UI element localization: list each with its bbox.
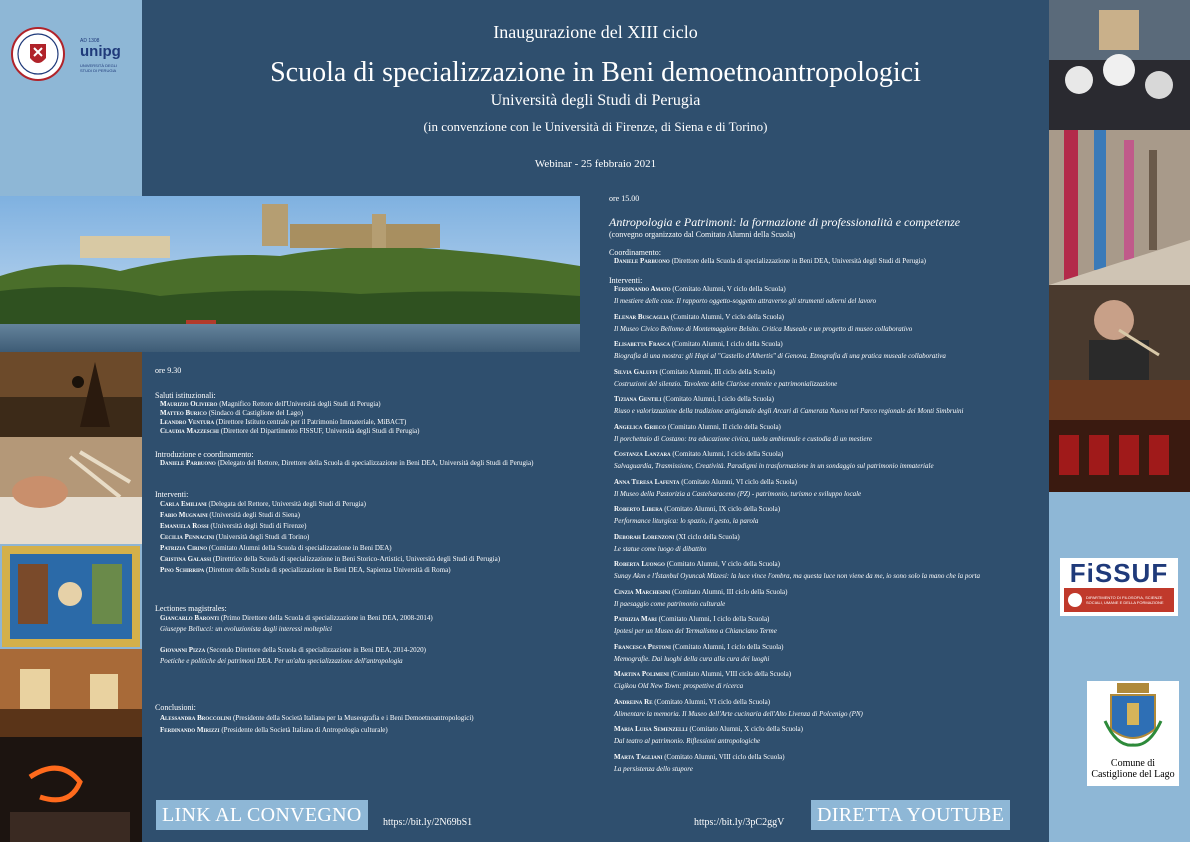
talk-title: Le statue come luogo di dibattito (614, 544, 707, 553)
speaker-role: (Comitato Alumni, IX ciclo della Scuola) (664, 505, 781, 513)
procession-photo (1049, 0, 1190, 130)
speaker-name: Ferdinando Amato (614, 285, 671, 293)
talk-title: Costruzioni del silenzio. Tavolette delle Clarisse eremite e patrimonializzazione (614, 379, 838, 388)
speaker-name: Andreina Re (614, 697, 653, 706)
speaker-name: Claudia Mazzeschi (160, 427, 219, 435)
speaker-name: Roberta Luongo (614, 560, 665, 568)
talk-title: Performance liturgica: lo spazio, il gesto, la parola (614, 517, 759, 525)
speaker-role: (Università degli Studi di Firenze) (210, 522, 307, 530)
interventi-item (160, 499, 595, 510)
lectio-title: Giuseppe Bellucci: un evoluzionista dagli interessi molteplici (160, 625, 332, 633)
fissuf-wordmark: FiSSUF (1069, 558, 1169, 588)
talk-item (614, 285, 1045, 313)
intro-item (160, 459, 595, 468)
conclusioni-list (160, 712, 595, 736)
interventi-item (160, 543, 595, 554)
speaker-role: (Presidente della Società Italiana di Antropologia culturale) (221, 726, 388, 734)
speaker-role: (Università degli Studi di Torino) (215, 533, 310, 541)
talk-title: Il porchettaio di Costano: tra educazione civica, tutela ambientale e custodia di un mestiere (614, 434, 873, 443)
speaker-role: (Comitato Alumni, I ciclo della Scuola) (663, 395, 774, 403)
talk-item (614, 423, 1045, 451)
comune-logo (1087, 681, 1179, 786)
afternoon-interventi-heading: Interventi: (609, 276, 643, 285)
interventi-item (160, 532, 595, 543)
speaker-name: Carla Emiliani (160, 500, 207, 508)
unipg-year: AD 1308 (80, 38, 100, 44)
speaker-role: (Delegata del Rettore, Università degli Studi di Perugia) (208, 500, 366, 508)
blacksmith-photo (0, 737, 142, 842)
speaker-name: Marta Tagliani (614, 752, 663, 761)
link-convegno-button[interactable]: LINK AL CONVEGNO (156, 800, 368, 830)
lectiones-list (160, 613, 595, 667)
speaker-name: Elenar Buscaglia (614, 312, 669, 321)
speaker-role: (Primo Direttore della Scuola di specializzazione in Beni DEA, 2008-2014) (220, 614, 433, 622)
speaker-name: Matteo Burico (160, 409, 207, 417)
morning-session (155, 366, 595, 736)
speaker-role: (Comitato Alumni, I ciclo della Scuola) (672, 642, 784, 651)
talk-item (614, 533, 1045, 561)
speaker-name: Maurizio Oliviero (160, 400, 218, 408)
speaker-name: Martina Polimeni (614, 670, 669, 678)
speaker-role: (Comitato Alumni, I ciclo della Scuola) (658, 615, 770, 623)
speaker-name: Angelica Grieco (614, 422, 666, 431)
speaker-name: Pino Schirripa (160, 566, 205, 574)
convention-note: (in convenzione con le Università di Firenze, di Siena e di Torino) (423, 119, 768, 134)
fissuf-subtitle: DIPARTIMENTO DI FILOSOFIA, SCIENZE SOCIALI, UMANE E DELLA FORMAZIONE (1086, 595, 1164, 605)
unipg-wordmark (80, 38, 140, 73)
interventi-item (160, 554, 595, 565)
speaker-role: (Direttore della Scuola di specializzazione in Beni DEA, Università degli Studi di Perugia) (671, 257, 927, 265)
speaker-role: (Comitato Alumni, VIII ciclo della Scuola) (664, 752, 785, 761)
speaker-name: Leandro Ventura (160, 418, 215, 426)
museum-room-photo (0, 649, 142, 737)
intro-heading: Introduzione e coordinamento: (155, 450, 254, 459)
speaker-role: (Comitato Alumni, V ciclo della Scuola) (670, 312, 785, 321)
talk-item (614, 670, 1045, 698)
afternoon-session (609, 194, 1045, 780)
talk-item (614, 478, 1045, 506)
comune-line-1: Comune di (1110, 758, 1156, 769)
interventi-item (160, 510, 595, 521)
speaker-name: Francesca Pestoni (614, 642, 671, 651)
speaker-name: Fabio Mugnaini (160, 511, 208, 519)
conclusioni-item (160, 724, 595, 736)
conclusioni-heading: Conclusioni: (155, 703, 196, 712)
speaker-name: Silvia Galuffi (614, 367, 658, 376)
speaker-role: (Direttore Istituto centrale per il Patrimonio Immateriale, MiBACT) (215, 418, 407, 426)
lectiones-heading: Lectiones magistrales: (155, 604, 227, 613)
speaker-role: (Comitato Alumni della Scuola di specializzazione in Beni DEA) (208, 544, 392, 552)
speaker-name: Maria Luisa Semenzelli (614, 725, 688, 733)
intro-list (160, 459, 595, 468)
saluti-list (160, 400, 595, 436)
speaker-name: Roberto Libera (614, 505, 663, 513)
lectio-item (160, 613, 595, 635)
diretta-youtube-button[interactable]: DIRETTA YOUTUBE (811, 800, 1010, 830)
fissuf-seal-icon (1068, 593, 1082, 607)
talk-item (614, 615, 1045, 643)
speaker-role: (Presidente della Società Italiana per la Museografia e i Beni Demoetnoantropologici) (232, 714, 474, 722)
speaker-role: (Comitato Alumni, III ciclo della Scuola) (671, 587, 788, 596)
afternoon-talk-list (614, 285, 1045, 780)
mosaic-tile-photo (0, 544, 142, 649)
speaker-role: (Comitato Alumni, VIII ciclo della Scuola) (670, 670, 792, 678)
theatre-seats-photo (1049, 380, 1190, 492)
speaker-name: Giancarlo Baronti (160, 614, 220, 622)
speaker-name: Alessandra Broccolini (160, 714, 232, 722)
fissuf-banner (1064, 588, 1174, 612)
talk-title: Ipotesi per un Museo del Termalismo a Chianciano Terme (614, 627, 777, 635)
speaker-role: (Direttore della Scuola di specializzazione in Beni DEA, Sapienza Università di Roma) (206, 566, 451, 574)
lectio-title: Poetiche e politiche dei patrimoni DEA. Per un'alta specializzazione dell'antropologia (160, 657, 403, 665)
comune-crest-icon (1087, 681, 1179, 753)
talk-item (614, 725, 1045, 753)
fissuf-logo (1060, 558, 1178, 616)
interventi-heading: Interventi: (155, 490, 189, 499)
talk-title: Sunay Akın e l'İstanbul Oyuncak Müzesi: la luce vince l'ombra, ma questa luce non viene da me, io sono solo la mano che la porta (614, 572, 981, 580)
speaker-role: (Comitato Alumni, I ciclo della Scuola) (672, 450, 784, 458)
speaker-role: (Magnifico Rettore dell'Università degli Studi di Perugia) (219, 400, 381, 408)
speaker-name: Daniele Parbuono (160, 459, 216, 467)
speaker-role: (Comitato Alumni, III ciclo della Scuola) (659, 367, 775, 376)
speaker-name: Anna Teresa Lafenta (614, 477, 680, 486)
speaker-name: Tiziana Gentili (614, 395, 662, 403)
speaker-name: Ferdinando Mirizzi (160, 726, 220, 734)
talk-item (614, 450, 1045, 478)
unipg-seal-logo (10, 26, 66, 82)
talk-title: La persistenza dello stupore (614, 764, 693, 773)
youtube-url[interactable]: https://bit.ly/3pC2ggV (694, 817, 785, 828)
coord-heading: Coordinamento: (609, 248, 661, 257)
speaker-name: Cinzia Marchesini (614, 587, 671, 596)
speaker-role: (Direttrice della Scuola di specializzazione in Beni Storico-Artistici, Università degli Studi di Perugia) (212, 555, 501, 563)
event-kicker: Inaugurazione del XIII ciclo (493, 22, 698, 42)
talk-item (614, 313, 1045, 341)
speaker-role: (Università degli Studi di Siena) (209, 511, 300, 519)
speaker-role: (Comitato Alumni, I ciclo della Scuola) (671, 340, 783, 348)
convegno-url[interactable]: https://bit.ly/2N69bS1 (383, 817, 473, 828)
speaker-name: Deborah Lorenzoni (614, 532, 675, 541)
talk-title: Memografie. Dai luoghi della cura alla cura dei luoghi (614, 654, 770, 663)
talk-item (614, 698, 1045, 726)
afternoon-subtitle: (convegno organizzato dal Comitato Alumni della Scuola) (609, 230, 796, 239)
speaker-name: Costanza Lanzara (614, 450, 671, 458)
speaker-role: (Delegato del Rettore, Direttore della Scuola di specializzazione in Beni DEA, Università degli Studi di Perugia) (217, 459, 534, 467)
talk-item (614, 753, 1045, 781)
afternoon-time: ore 15.00 (609, 194, 640, 203)
event-date: Webinar - 25 febbraio 2021 (534, 158, 657, 170)
unipg-name: unipg (80, 43, 121, 60)
talk-title: Cigikou Old New Town: prospettive di ricerca (614, 682, 744, 690)
morning-interventi-list (160, 499, 595, 576)
speaker-role: (XI ciclo della Scuola) (676, 532, 740, 541)
flute-player-photo (1049, 285, 1190, 380)
colonnade-photo (1049, 130, 1190, 285)
talk-title: Il Museo Civico Bellomo di Montemaggiore Belsito. Critica Museale e un progetto di museo collaborativo (614, 324, 913, 333)
lectio-item (160, 645, 595, 667)
speaker-role: (Sindaco di Castiglione del Lago) (208, 409, 304, 417)
saluti-heading: Saluti istituzionali: (155, 391, 216, 400)
talk-title: Dal teatro al patrimonio. Riflessioni antropologiche (614, 737, 761, 745)
talk-item (614, 505, 1045, 533)
conclusioni-item (160, 712, 595, 724)
speaker-role: (Comitato Alumni, II ciclo della Scuola) (667, 422, 781, 431)
lake-castle-photo (0, 196, 580, 352)
talk-title: Il Museo della Pastorizia a Castelsaraceno (PZ) - patrimonio, turismo e sviluppo locale (614, 489, 862, 498)
interventi-item (160, 565, 595, 576)
unipg-subtitle: UNIVERSITÀ DEGLI STUDI DI PERUGIA (80, 63, 118, 73)
talk-item (614, 643, 1045, 671)
speaker-role: (Comitato Alumni, X ciclo della Scuola) (689, 725, 803, 733)
speaker-name: Cecilia Pennacini (160, 533, 215, 541)
speaker-role: (Comitato Alumni, V ciclo della Scuola) (666, 560, 780, 568)
talk-title: Riuso e valorizzazione della tradizione artigianale degli Arcari di Camerata Nuova nel Parco regionale dei Monti Simbruini (614, 407, 964, 415)
comune-line-2: Castiglione del Lago (1091, 769, 1175, 780)
talk-item (614, 368, 1045, 396)
speaker-role: (Secondo Direttore della Scuola di specializzazione in Beni DEA, 2014-2020) (207, 646, 426, 654)
talk-title: Il paesaggio come patrimonio culturale (614, 599, 726, 608)
speaker-role: (Comitato Alumni, VI ciclo della Scuola) (681, 477, 797, 486)
fisherman-photo (0, 352, 142, 437)
speaker-name: Elisabetta Frasca (614, 340, 671, 348)
interventi-item (160, 521, 595, 532)
talk-item (614, 560, 1045, 588)
talk-item (614, 588, 1045, 616)
afternoon-title: Antropologia e Patrimoni: la formazione di professionalità e competenze (609, 215, 961, 229)
speaker-name: Daniele Parbuono (614, 257, 670, 265)
speaker-role: (Comitato Alumni, V ciclo della Scuola) (672, 285, 786, 293)
university-name: Università degli Studi di Perugia (490, 92, 701, 109)
hands-craft-photo (0, 437, 142, 544)
speaker-name: Patrizia Cirino (160, 544, 208, 552)
speaker-role: (Comitato Alumni, VI ciclo della Scuola) (654, 697, 771, 706)
speaker-role: (Direttore del Dipartimento FISSUF, Università degli Studi di Perugia) (220, 427, 420, 435)
speaker-name: Giovanni Pizza (160, 646, 206, 654)
page-title: Scuola di specializzazione in Beni demoetnoantropologici (270, 57, 921, 88)
morning-time: ore 9.30 (155, 366, 182, 375)
talk-title: Salvaguardia, Trasmissione, Creatività. Paradigmi in trasformazione in un sondaggio sul patrimonio immateriale (614, 462, 934, 470)
speaker-name: Emanuela Rossi (160, 522, 209, 530)
speaker-name: Cristina Galassi (160, 555, 212, 563)
saluti-item (160, 400, 595, 409)
talk-title: Biografia di una mostra: gli Hopi al "Castello d'Albertis" di Genova. Etnografia di una pratica museale collaborativa (614, 352, 946, 360)
talk-title: Il mestiere delle cose. Il rapporto oggetto-soggetto attraverso gli strumenti odierni del lavoro (614, 297, 877, 305)
talk-item (614, 340, 1045, 368)
talk-title: Alimentare la memoria. Il Museo dell'Arte cucinaria dell'Alto Livenza di Polcenigo (PN) (614, 709, 863, 718)
saluti-item (160, 427, 595, 436)
talk-item (614, 395, 1045, 423)
saluti-item (160, 418, 595, 427)
speaker-name: Patrizia Mari (614, 615, 657, 623)
saluti-item (160, 409, 595, 418)
